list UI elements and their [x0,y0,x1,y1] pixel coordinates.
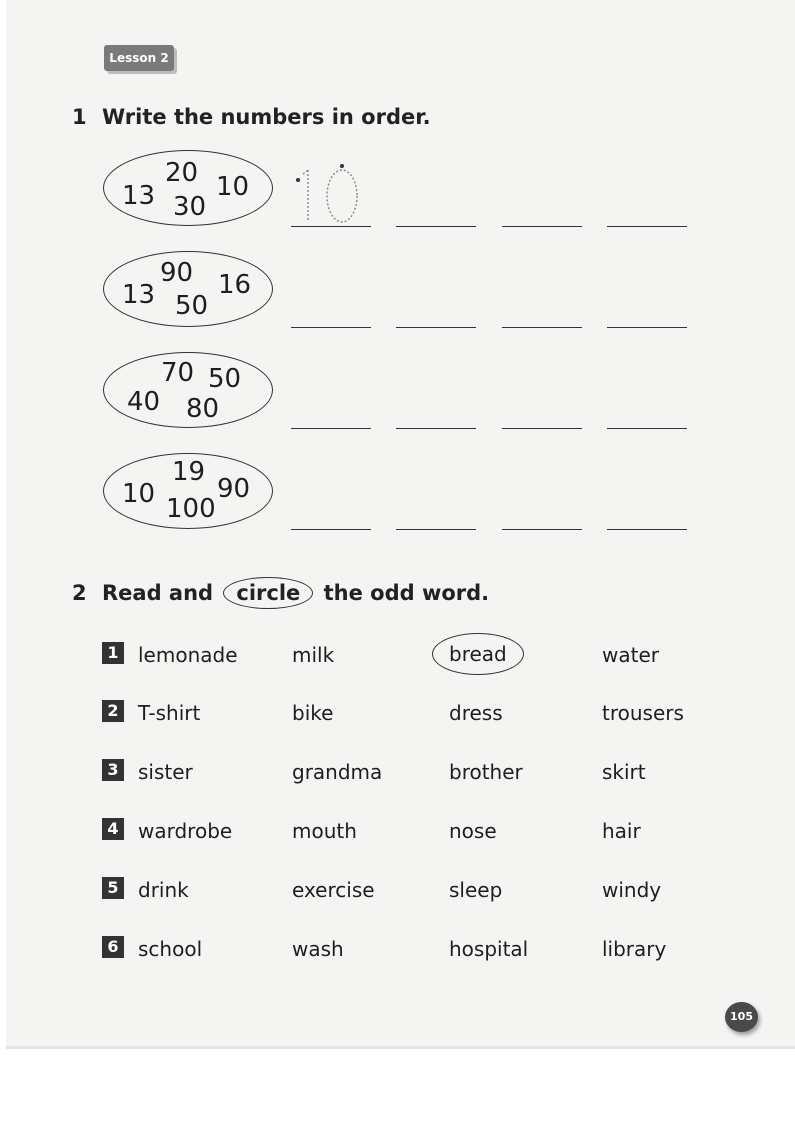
group-3-number-b: 50 [208,364,242,394]
exercise-2-heading [72,577,489,609]
exercise-2-number: 2 [72,581,87,605]
word-option[interactable]: T-shirt [138,701,201,725]
answer-blank-4-2[interactable] [396,529,476,530]
row-number-badge: 6 [102,936,124,958]
row-number-badge: 2 [102,700,124,722]
group-2-number-c: 16 [218,270,252,300]
answer-blank-1-4[interactable] [607,226,687,227]
word-option[interactable]: hospital [449,937,529,961]
exercise-1-heading [72,105,431,129]
group-4-number-d: 100 [166,494,216,524]
group-1-number-b: 13 [122,181,156,211]
answer-blank-2-2[interactable] [396,327,476,328]
answer-blank-1-1[interactable] [291,226,371,227]
row-number-badge: 1 [102,642,124,664]
workbook-page [6,0,795,1048]
group-3-number-a: 70 [161,358,195,388]
page-edge [6,1046,795,1049]
answer-blank-4-4[interactable] [607,529,687,530]
answer-blank-1-3[interactable] [502,226,582,227]
word-option[interactable]: sister [138,760,193,784]
group-2-number-b: 13 [122,280,156,310]
word-option[interactable]: wardrobe [138,819,233,843]
word-option-circled[interactable]: bread [432,633,524,675]
group-4-number-b: 10 [122,479,156,509]
row-number-badge: 3 [102,759,124,781]
word-option[interactable]: windy [602,878,662,902]
answer-blank-1-2[interactable] [396,226,476,227]
exercise-2-instruction-start: Read and [102,581,214,605]
answer-blank-2-1[interactable] [291,327,371,328]
answer-blank-3-4[interactable] [607,428,687,429]
group-1-number-d: 30 [173,192,207,222]
lesson-tag: Lesson 2 [104,45,174,71]
group-4-number-a: 19 [172,457,206,487]
answer-blank-2-3[interactable] [502,327,582,328]
word-option[interactable]: brother [449,760,523,784]
row-number-badge: 5 [102,877,124,899]
answer-blank-2-4[interactable] [607,327,687,328]
word-option[interactable]: trousers [602,701,684,725]
exercise-2-circled-word: circle [223,577,313,609]
group-3-number-d: 80 [186,394,220,424]
word-option[interactable]: water [602,643,659,667]
word-option[interactable]: bike [292,701,334,725]
word-option[interactable]: school [138,937,203,961]
answer-blank-3-3[interactable] [502,428,582,429]
word-option[interactable]: hair [602,819,641,843]
page-number-badge: 105 [725,1002,758,1032]
word-option[interactable]: lemonade [138,643,238,667]
answer-blank-4-3[interactable] [502,529,582,530]
word-option[interactable]: nose [449,819,497,843]
word-option[interactable]: milk [292,643,335,667]
word-option[interactable]: dress [449,701,503,725]
word-option[interactable]: exercise [292,878,375,902]
group-2-number-a: 90 [160,258,194,288]
answer-blank-3-2[interactable] [396,428,476,429]
row-number-badge: 4 [102,818,124,840]
exercise-1-number: 1 [72,105,87,129]
exercise-1-instruction: Write the numbers in order. [102,105,431,129]
word-option[interactable]: grandma [292,760,383,784]
group-1-number-a: 20 [165,158,199,188]
answer-blank-3-1[interactable] [291,428,371,429]
word-option[interactable]: wash [292,937,344,961]
word-option[interactable]: sleep [449,878,503,902]
answer-blank-4-1[interactable] [291,529,371,530]
group-3-number-c: 40 [127,387,161,417]
word-option[interactable]: mouth [292,819,357,843]
group-1-number-c: 10 [216,172,250,202]
traced-example-10 [296,160,366,226]
group-4-number-c: 90 [217,474,251,504]
group-2-number-d: 50 [175,291,209,321]
word-option[interactable]: library [602,937,667,961]
word-option[interactable]: skirt [602,760,646,784]
exercise-2-instruction-end: the odd word. [323,581,490,605]
word-option[interactable]: drink [138,878,189,902]
